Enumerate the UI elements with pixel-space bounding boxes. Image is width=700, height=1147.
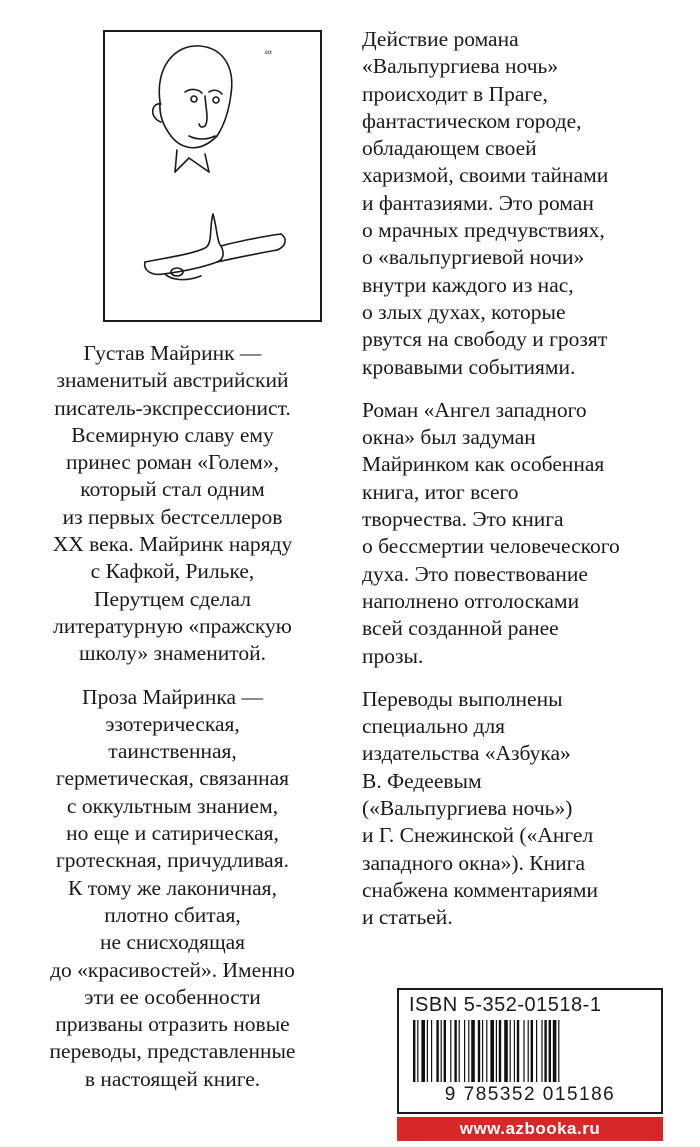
text-line: с оккультным знанием,	[66, 793, 279, 818]
ean-number: 9 785352 015186	[444, 1084, 616, 1105]
text-line: кровавыми событиями.	[362, 354, 576, 379]
text-line: издательства «Азбука»	[362, 741, 571, 766]
text-line: («Вальпургиева ночь»)	[362, 796, 573, 821]
text-line: эзотерическая,	[105, 711, 240, 736]
text-line: Переводы выполнены	[362, 686, 563, 711]
text-line: и Г. Снежинской («Ангел	[362, 823, 594, 848]
text-line: о бессмертии человеческого	[362, 534, 620, 559]
text-line: не снисходящая	[99, 930, 246, 955]
text-line: и фантазиями. Это роман	[362, 190, 594, 215]
text-line: западного окна»). Книга	[362, 850, 586, 875]
text-line: о «вальпургиевой ночи»	[362, 245, 585, 270]
text-line: Всемирную славу ему	[71, 422, 274, 447]
text-line: наполнено отголосками	[362, 588, 580, 613]
text-line: писатель-экспрессионист.	[54, 395, 291, 420]
prose-description-paragraph	[10, 684, 335, 1093]
text-line: Густав Майринк —	[83, 341, 262, 365]
text-line: который стал одним	[80, 477, 265, 502]
text-line: обладающем своей	[362, 136, 537, 161]
text-line: герметическая, связанная	[55, 766, 290, 791]
text-line: книга, итог всего	[362, 479, 519, 504]
text-line: и статьей.	[362, 905, 453, 930]
text-line: прозы.	[362, 643, 424, 668]
text-line: школу» знаменитой.	[79, 641, 266, 666]
text-line: рвутся на свободу и грозят	[362, 327, 608, 352]
right-column	[362, 26, 698, 948]
text-line: Майринком как особенная	[362, 452, 605, 477]
text-line: гротескная, причудливая.	[55, 848, 289, 873]
text-line: знаменитый австрийский	[56, 368, 289, 393]
text-line: К тому же лаконичная,	[68, 875, 277, 900]
author-caricature-drawing	[105, 32, 320, 320]
text-line: XX века. Майринк наряду	[52, 532, 293, 557]
barcode-bars	[413, 1020, 649, 1082]
text-line: переводы, представленные	[49, 1039, 296, 1064]
text-line: харизмой, своими тайнами	[362, 163, 609, 188]
text-line: В. Федеевым	[362, 768, 482, 793]
barcode-box	[397, 988, 663, 1114]
text-line: о мрачных предчувствиях,	[362, 218, 605, 243]
text-line: окна» был задуман	[362, 425, 536, 450]
author-bio-paragraph	[10, 340, 335, 668]
text-line: фантастическом городе,	[362, 108, 582, 133]
text-line: Проза Майринка —	[82, 684, 263, 709]
text-line: с Кафкой, Рильке,	[90, 559, 255, 584]
text-line: эти ее особенности	[84, 984, 261, 1009]
angel-window-paragraph	[362, 397, 698, 670]
text-line: Действие романа	[362, 27, 519, 51]
text-line: таинственная,	[108, 739, 237, 764]
text-line: «Вальпургиева ночь»	[362, 54, 559, 79]
text-line: но еще и сатирическая,	[66, 821, 279, 846]
left-column	[10, 340, 335, 1109]
text-line: в настоящей книге.	[84, 1066, 261, 1091]
text-line: плотно сбитая,	[104, 902, 241, 927]
text-line: из первых бестселлеров	[62, 504, 283, 529]
text-line: до «красивостей». Именно	[50, 957, 295, 982]
text-line: Перутцем сделал	[94, 586, 251, 611]
text-line: Роман «Ангел западного	[362, 397, 587, 422]
text-line: литературную «пражскую	[53, 613, 292, 638]
text-line: принес роман «Голем»,	[66, 450, 279, 475]
text-line: снабжена комментариями	[362, 877, 598, 902]
author-caricature-frame	[103, 30, 322, 322]
text-line: духа. Это повествование	[362, 561, 588, 586]
text-line: специально для	[362, 714, 506, 739]
walpurgis-night-paragraph	[362, 26, 698, 381]
text-line: призваны отразить новые	[55, 1012, 290, 1037]
publisher-url[interactable]: www.azbooka.ru	[397, 1117, 663, 1141]
text-line: происходит в Праге,	[362, 81, 548, 106]
artist-signature: мх	[264, 48, 272, 56]
text-line: о злых духах, которые	[362, 299, 566, 324]
text-line: внутри каждого из нас,	[362, 272, 574, 297]
isbn-number: ISBN 5-352-01518-1	[409, 994, 602, 1016]
text-line: творчества. Это книга	[362, 507, 564, 532]
translators-paragraph	[362, 686, 698, 932]
text-line: всей созданной ранее	[362, 616, 559, 641]
